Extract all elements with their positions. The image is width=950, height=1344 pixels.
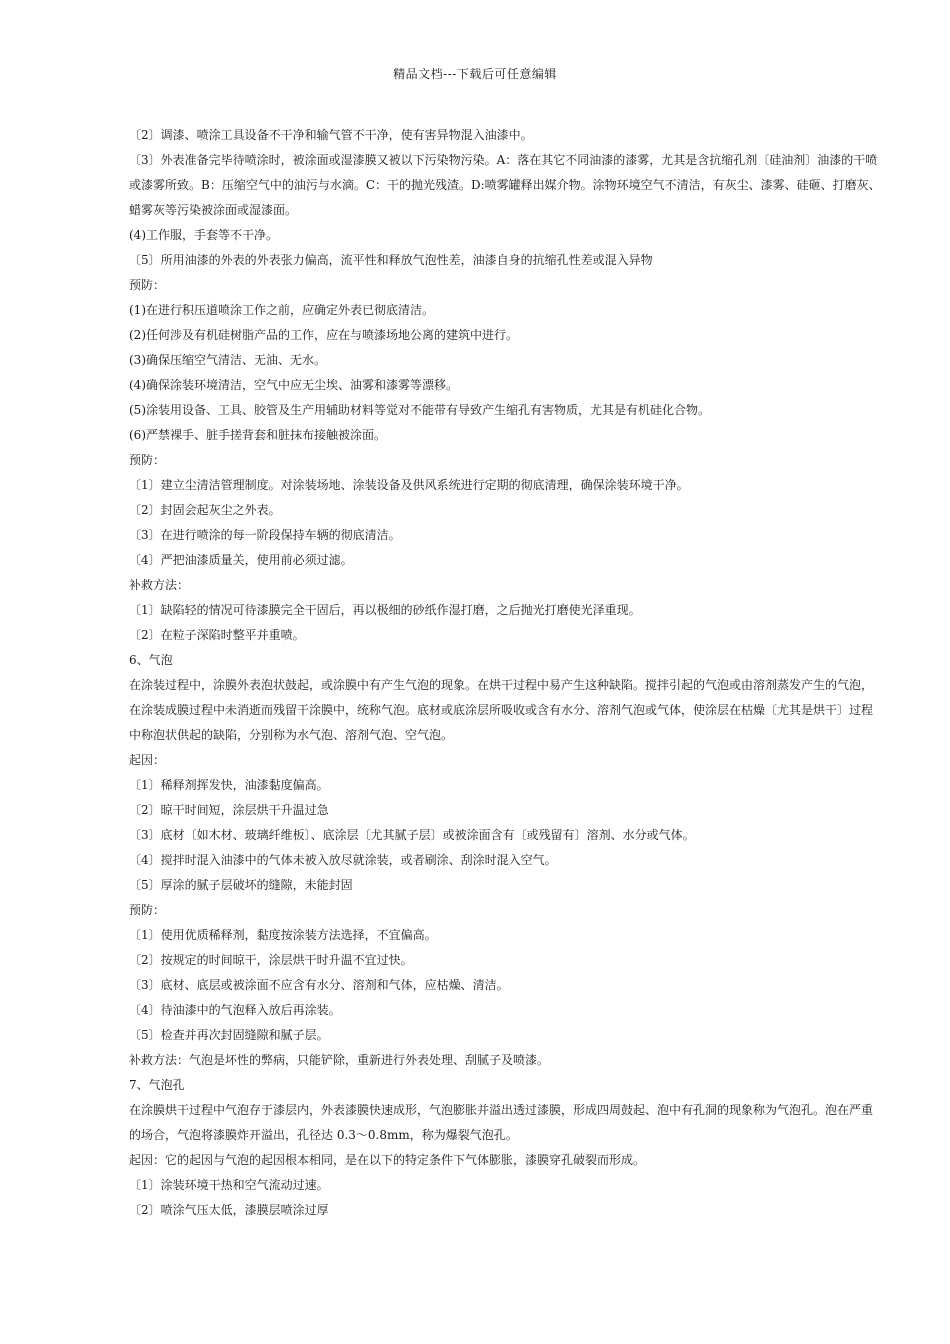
paragraph: 〔3〕在进行喷涂的每一阶段保持车辆的彻底清洁。 xyxy=(129,528,401,542)
paragraph: 〔2〕调漆、喷涂工具设备不干净和输气管不干净，使有害异物混入油漆中。 xyxy=(129,128,533,142)
section-label: 预防： xyxy=(129,903,166,917)
paragraph: 〔5〕检查并再次封固缝隙和腻子层。 xyxy=(129,1028,329,1042)
document-body xyxy=(129,123,881,1223)
paragraph: 在涂膜烘干过程中气泡存于漆层内，外表漆膜快速成形，气泡膨胀并溢出透过漆膜，形成四周鼓起、泡中有孔洞的现象称为气泡孔。泡在严重的场合，气泡将漆膜炸开溢出，孔径达 0.3～0.8mm，称为爆裂气泡孔。 xyxy=(129,1103,874,1142)
section-label: 预防： xyxy=(129,278,166,292)
paragraph: 〔4〕搅拌时混入油漆中的气体未被入放尽就涂装，或者刷涂、刮涂时混入空气。 xyxy=(129,853,557,867)
paragraph: 〔2〕按规定的时间晾干，涂层烘干时升温不宜过快。 xyxy=(129,953,413,967)
paragraph: 〔4〕待油漆中的气泡释入放后再涂装。 xyxy=(129,1003,341,1017)
paragraph: (4)工作服，手套等不干净。 xyxy=(129,228,278,242)
paragraph: 〔3〕外表准备完毕待喷涂时，被涂面或湿漆膜又被以下污染物污染。A：落在其它不同油漆的漆雾，尤其是含抗缩孔剂〔硅油剂〕油漆的干喷或漆雾所致。B：压缩空气中的油污与水滴。C：干的抛光残渣。D:喷雾罐释出媒介物。涂物环境空气不清洁，有灰尘、漆雾、硅砸、打磨灰、蜡雾灰等污染被涂面或湿漆面。 xyxy=(129,153,881,217)
paragraph: 〔1〕涂装环境干热和空气流动过速。 xyxy=(129,1178,329,1192)
paragraph: 〔3〕底材〔如木材、玻璃纤维板〕、底涂层〔尤其腻子层〕或被涂面含有〔或残留有〕溶剂、水分或气体。 xyxy=(129,828,695,842)
paragraph: (2)任何涉及有机硅树脂产品的工作，应在与喷漆场地公离的建筑中进行。 xyxy=(129,328,519,342)
section-heading: 6、气泡 xyxy=(129,653,173,667)
paragraph: 〔1〕使用优质稀释剂，黏度按涂装方法选择，不宜偏高。 xyxy=(129,928,437,942)
paragraph: 〔1〕缺陷轻的情况可待漆膜完全干固后，再以极细的砂纸作湿打磨，之后抛光打磨使光泽重现。 xyxy=(129,603,641,617)
paragraph: 补救方法：气泡是坏性的弊病，只能铲除，重新进行外表处理、刮腻子及喷漆。 xyxy=(129,1053,550,1067)
paragraph: 〔3〕底材、底层或被涂面不应含有水分、溶剂和气体，应枯燥、清洁。 xyxy=(129,978,509,992)
paragraph: 〔2〕封固会起灰尘之外表。 xyxy=(129,503,281,517)
paragraph: (3)确保压缩空气清洁、无油、无水。 xyxy=(129,353,326,367)
paragraph: 在涂装过程中，涂膜外表泡状鼓起，或涂膜中有产生气泡的现象。在烘干过程中易产生这种缺陷。搅拌引起的气泡或由溶剂蒸发产生的气泡，在涂装成膜过程中未消逝而残留干涂膜中，统称气泡。底材或底涂层所吸收或含有水分、溶剂气泡或气体，使涂层在枯燥〔尤其是烘干〕过程中称泡状供起的缺陷，分别称为水气泡、溶剂气泡、空气泡。 xyxy=(129,678,874,742)
section-heading: 7、气泡孔 xyxy=(129,1078,185,1092)
paragraph: (6)严禁裸手、脏手搓背套和脏抹布接触被涂面。 xyxy=(129,428,386,442)
paragraph: 〔5〕所用油漆的外表的外表张力偏高，流平性和释放气泡性差，油漆自身的抗缩孔性差或混入异物 xyxy=(129,253,653,267)
paragraph: 〔2〕晾干时间短，涂层烘干升温过急 xyxy=(129,803,329,817)
paragraph: 〔1〕建立尘清洁管理制度。对涂装场地、涂装设备及供风系统进行定期的彻底清理，确保涂装环境干净。 xyxy=(129,478,689,492)
section-label: 补救方法： xyxy=(129,578,190,592)
paragraph: (4)确保涂装环境清洁，空气中应无尘埃、油雾和漆雾等漂移。 xyxy=(129,378,459,392)
paragraph: 〔2〕在粒子深陷时整平并重喷。 xyxy=(129,628,305,642)
paragraph: 〔4〕严把油漆质量关，使用前必须过滤。 xyxy=(129,553,353,567)
paragraph: (1)在进行积压道喷涂工作之前，应确定外表已彻底清洁。 xyxy=(129,303,435,317)
section-label: 起因： xyxy=(129,753,166,767)
paragraph: 〔2〕喷涂气压太低，漆膜层喷涂过厚 xyxy=(129,1203,329,1217)
page-header: 精品文档---下载后可任意编辑 xyxy=(393,67,557,81)
section-label: 预防： xyxy=(129,453,166,467)
paragraph: 〔1〕稀释剂挥发快，油漆黏度偏高。 xyxy=(129,778,329,792)
paragraph: 起因：它的起因与气泡的起因根本相同，是在以下的特定条件下气体膨胀，漆膜穿孔破裂而形成。 xyxy=(129,1153,646,1167)
paragraph: (5)涂装用设备、工具、胶管及生产用辅助材料等觉对不能带有导致产生缩孔有害物质，尤其是有机硅化合物。 xyxy=(129,403,711,417)
paragraph: 〔5〕厚涂的腻子层破坏的缝隙，未能封固 xyxy=(129,878,353,892)
